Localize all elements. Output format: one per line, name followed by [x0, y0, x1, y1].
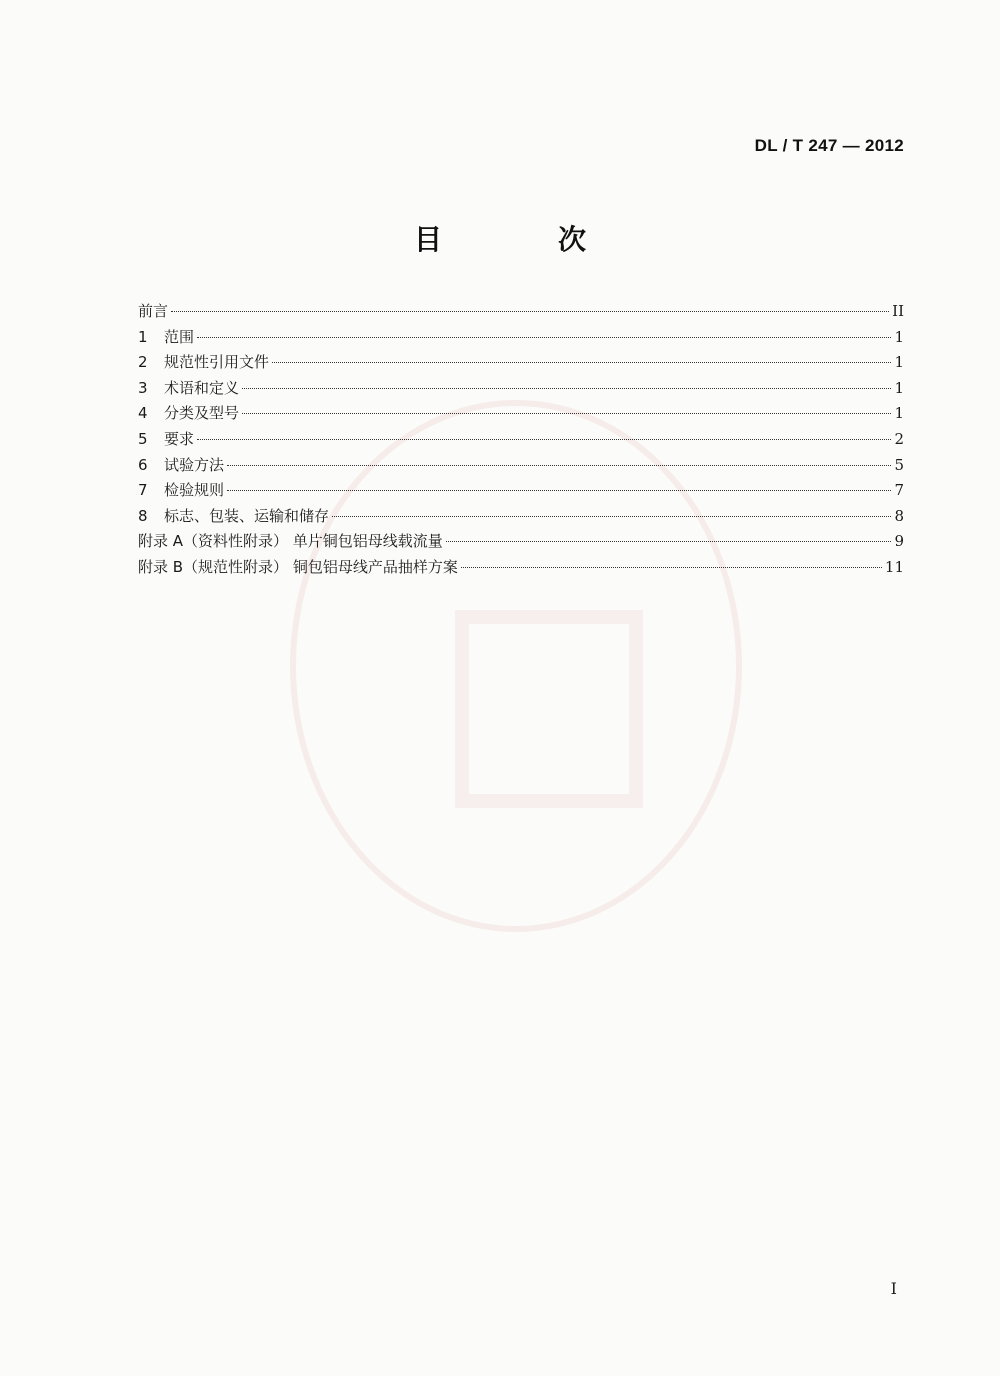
toc-entry-label: 规范性引用文件 — [164, 353, 270, 372]
toc-entry[interactable] — [138, 454, 904, 480]
toc-entry-label: 术语和定义 — [164, 378, 240, 397]
toc-entry[interactable] — [138, 300, 904, 326]
toc-entry-number: 6 — [138, 455, 148, 474]
toc-entry[interactable] — [138, 530, 904, 556]
table-of-contents — [138, 300, 904, 582]
toc-entry-label: 范围 — [164, 327, 195, 346]
toc-dot-leader — [242, 413, 891, 414]
toc-entry[interactable] — [138, 505, 904, 531]
toc-dot-leader — [171, 311, 889, 312]
toc-entry-label: 试验方法 — [164, 455, 225, 474]
toc-title: 目 次 — [413, 223, 630, 256]
stamp-watermark-inner — [455, 610, 643, 808]
toc-entry[interactable] — [138, 479, 904, 505]
page-number: I — [890, 1279, 897, 1298]
toc-entry-number: 8 — [138, 506, 148, 525]
toc-entry[interactable] — [138, 377, 904, 403]
toc-entry-page: 7 — [894, 481, 904, 500]
toc-dot-leader — [197, 337, 891, 338]
toc-entry-label: 前言 — [138, 302, 169, 320]
toc-entry-label: 要求 — [164, 429, 195, 448]
toc-entry-number: 5 — [138, 429, 148, 448]
toc-entry-page: 8 — [894, 506, 904, 525]
toc-dot-leader — [242, 388, 891, 389]
toc-entry-page: II — [892, 302, 904, 320]
toc-entry[interactable] — [138, 351, 904, 377]
toc-dot-leader — [446, 541, 892, 542]
toc-entry-number: 4 — [138, 404, 148, 423]
toc-entry[interactable] — [138, 402, 904, 428]
toc-entry-label: 检验规则 — [164, 481, 225, 500]
toc-dot-leader — [227, 465, 891, 466]
toc-entry-number: 3 — [138, 378, 148, 397]
toc-entry-page: 11 — [884, 557, 904, 576]
toc-entry-label: 附录 B（规范性附录） 铜包铝母线产品抽样方案 — [138, 557, 458, 576]
toc-entry-page: 1 — [894, 327, 904, 346]
toc-dot-leader — [461, 567, 882, 568]
toc-dot-leader — [332, 516, 891, 517]
toc-entry-page: 1 — [894, 378, 904, 397]
toc-entry-number: 2 — [138, 353, 148, 372]
toc-dot-leader — [272, 362, 891, 363]
toc-entry[interactable] — [138, 326, 904, 352]
toc-entry-page: 9 — [894, 532, 904, 551]
toc-entry[interactable] — [138, 428, 904, 454]
toc-entry-number: 7 — [138, 481, 148, 500]
toc-entry-label: 标志、包装、运输和储存 — [164, 506, 330, 525]
standard-code: DL / T 247 — 2012 — [754, 136, 904, 155]
toc-entry-page: 2 — [894, 429, 904, 448]
toc-entry-number: 1 — [138, 327, 148, 346]
toc-entry-page: 1 — [894, 404, 904, 423]
toc-entry-label: 附录 A（资料性附录） 单片铜包铝母线载流量 — [138, 532, 443, 551]
toc-dot-leader — [197, 439, 891, 440]
toc-entry-page: 5 — [894, 455, 904, 474]
toc-dot-leader — [227, 490, 891, 491]
toc-entry[interactable] — [138, 556, 904, 582]
toc-entry-page: 1 — [894, 353, 904, 372]
toc-entry-label: 分类及型号 — [164, 404, 240, 423]
